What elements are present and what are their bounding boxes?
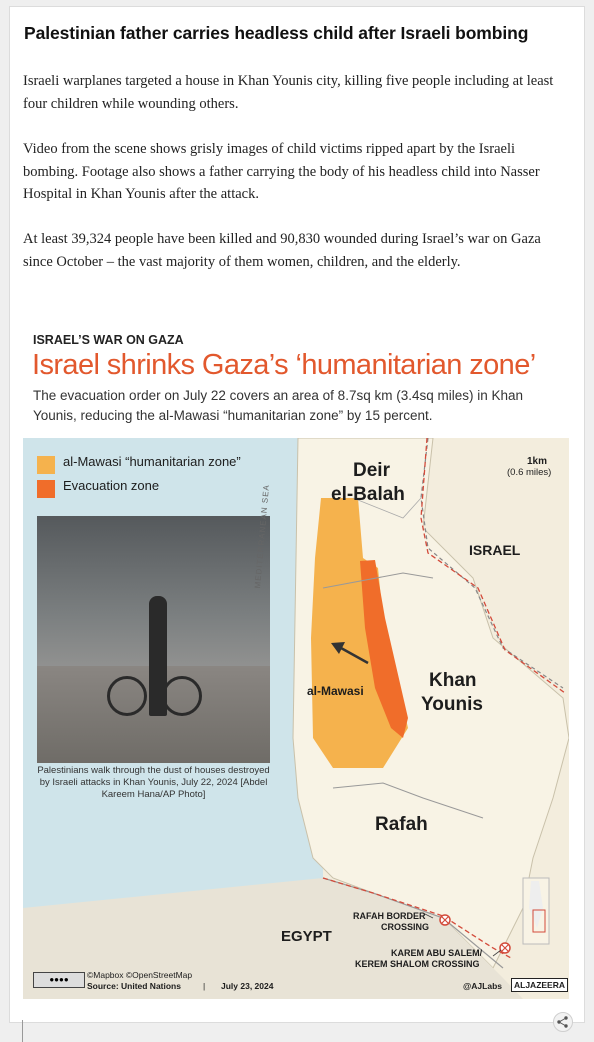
kerem-crossing-line1: KAREM ABU SALEM/ (391, 948, 483, 958)
rafah-crossing-line2: CROSSING (381, 922, 430, 932)
place-egypt: EGYPT (281, 928, 332, 945)
footer-credits: ©Mapbox ©OpenStreetMap (87, 970, 193, 980)
gaza-map (23, 438, 569, 999)
place-israel: ISRAEL (469, 542, 521, 558)
bicycle-wheel-back (162, 676, 202, 716)
place-sea: MEDITERRANEAN SEA (253, 483, 272, 589)
legend-evacuation-label: Evacuation zone (63, 478, 160, 493)
place-deir: Deir (353, 460, 390, 481)
place-el-balah: el-Balah (331, 484, 405, 505)
photo-caption: Palestinians walk through the dust of houses destroyed by Israeli attacks in Khan Younis, July 22, 2024 [Abdel Kareem Hana/AP Photo] (37, 765, 270, 800)
left-margin-line (22, 1020, 23, 1042)
place-al-mawasi: al-Mawasi (307, 684, 364, 698)
kerem-crossing-line2: KEREM SHALOM CROSSING (355, 959, 480, 969)
legend-humanitarian-label: al-Mawasi “humanitarian zone” (63, 454, 241, 469)
aljazeera-logo: ALJAZEERA (511, 978, 568, 992)
photo (37, 516, 270, 763)
footer-separator: | (203, 981, 206, 991)
cc-license-icon: ●●●● (33, 972, 85, 988)
bicycle-wheel-front (107, 676, 147, 716)
scale-value: 1km (527, 456, 548, 467)
place-younis: Younis (421, 694, 483, 715)
scale-sub: (0.6 miles) (507, 467, 552, 478)
place-rafah: Rafah (375, 814, 428, 835)
infographic (23, 321, 569, 1001)
paragraph-3: At least 39,324 people have been killed and 90,830 wounded during Israel’s war on Gaza since October – the vast majority of them women, children, and the elderly. (23, 231, 541, 270)
article-card (9, 6, 585, 1023)
rafah-crossing-line1: RAFAH BORDER (353, 911, 426, 921)
footer-source: Source: United Nations (87, 981, 181, 991)
footer-date: July 23, 2024 (221, 981, 274, 991)
paragraph-1: Israeli warplanes targeted a house in Khan Younis city, killing five people including at least four children while wounding others. (23, 73, 554, 112)
share-glyph (554, 1013, 572, 1031)
infographic-subtitle: The evacuation order on July 22 covers an area of 8.7sq km (3.4sq miles) in Khan Younis, reducing the al-Mawasi “humanitarian zone” by 15 percent. (33, 388, 524, 423)
footer-handle: @AJLabs (463, 981, 502, 991)
share-icon[interactable] (553, 1012, 573, 1032)
infographic-headline: Israel shrinks Gaza’s ‘humanitarian zone’ (32, 349, 536, 381)
paragraph-2: Video from the scene shows grisly images of child victims ripped apart by the Israeli bombing. Footage also shows a father carrying the body of his headless child into Nasser Hospital in Khan Younis after the attack. (23, 141, 540, 202)
article-title: Palestinian father carries headless child after Israeli bombing (24, 23, 529, 43)
infographic-kicker: ISRAEL’S WAR ON GAZA (33, 333, 184, 347)
place-khan: Khan (429, 670, 477, 691)
